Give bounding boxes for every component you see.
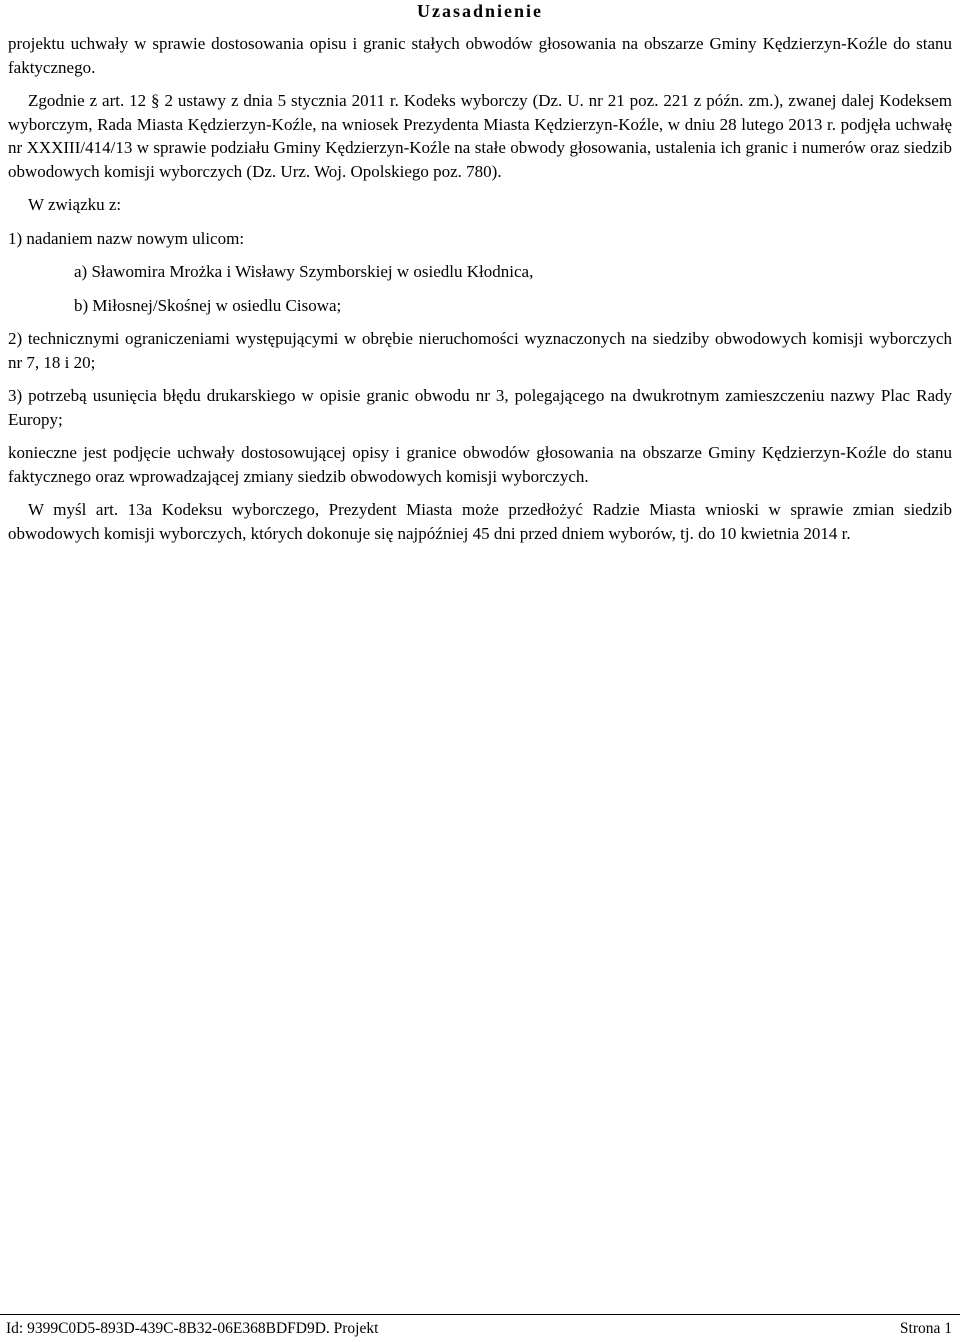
document-id: Id: 9399C0D5-893D-439C-8B32-06E368BDFD9D. Projekt <box>6 1320 379 1337</box>
page-footer <box>0 1314 960 1341</box>
list-subitem-b: b) Miłosnej/Skośnej w osiedlu Cisowa; <box>74 295 342 315</box>
list-subitem-a: a) Sławomira Mrożka i Wisławy Szymborskiej w osiedlu Kłodnica, <box>74 262 534 281</box>
list-item-3: 3) potrzebą usunięcia błędu drukarskiego w opisie granic obwodu nr 3, polegającego na dwukrotnym zamieszczeniu nazwy Plac Rady Europy; <box>8 386 952 429</box>
document-page <box>8 0 952 545</box>
in-connection-label: W związku z: <box>28 195 122 214</box>
page-number: Strona 1 <box>899 1320 952 1337</box>
intro-paragraph: Zgodnie z art. 12 § 2 ustawy z dnia 5 stycznia 2011 r. Kodeks wyborczy (Dz. U. nr 21 poz. 221 z późn. zm.), zwanej dalej Kodeksem wyborczym, Rada Miasta Kędzierzyn-Koźle, na wniosek Prezydenta Miasta Kędzierzyn-Koźle, w dniu 28 lutego 2013 r. podjęła uchwałę nr XXXIII/414/13 w sprawie podziału Gminy Kędzierzyn-Koźle na stałe obwody głosowania, ustalenia ich granic i numerów oraz siedzib obwodowych komisji wyborczych (Dz. Urz. Woj. Opolskiego poz. 780). <box>8 91 952 181</box>
list-item-1: 1) nadaniem nazw nowym ulicom: <box>8 228 245 248</box>
document-title: Uzasadnienie <box>416 1 543 21</box>
document-subtitle: projektu uchwały w sprawie dostosowania opisu i granic stałych obwodów głosowania na obszarze Gminy Kędzierzyn-Koźle do stanu faktycznego. <box>8 34 952 77</box>
conclusion-paragraph: konieczne jest podjęcie uchwały dostosowującej opisy i granice obwodów głosowania na obszarze Gminy Kędzierzyn-Koźle do stanu faktycznego oraz wprowadzającej zmiany siedzib obwodowych komisji wyborczych. <box>8 443 952 486</box>
final-paragraph: W myśl art. 13a Kodeksu wyborczego, Prezydent Miasta może przedłożyć Radzie Miasta wnioski w sprawie zmian siedzib obwodowych komisji wyborczych, których dokonuje się najpóźniej 45 dni przed dniem wyborów, tj. do 10 kwietnia 2014 r. <box>8 500 952 543</box>
list-item-2: 2) technicznymi ograniczeniami występującymi w obrębie nieruchomości wyznaczonych na siedziby obwodowych komisji wyborczych nr 7, 18 i 20; <box>8 329 952 372</box>
